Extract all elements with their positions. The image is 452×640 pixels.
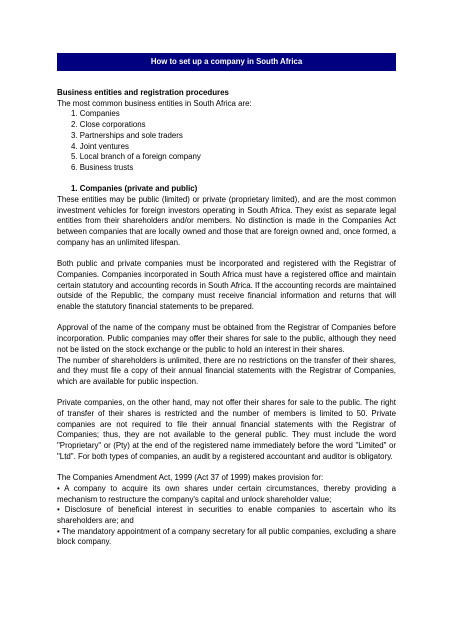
paragraph: Both public and private companies must be incorporated and registered with the Registrar of Companies. Companies incorporated in South Africa must have a registered office and maintain certain statutory and accounting records in South Africa. If the accounting records are maintained outside of the Republic, the company must receive financial information and returns that will enable the statutory financial statements to be prepared. [57,259,396,312]
entity-list [57,109,396,173]
companies-heading: 1. Companies (private and public) [71,184,198,194]
paragraph: The Companies Amendment Act, 1999 (Act 37 of 1999) makes provision for: [57,473,324,483]
paragraph: Private companies, on the other hand, may not offer their shares for sale to the public. The right of transfer of their shares is restricted and the number of members is limited to 50. Private companies are not required to file their annual financial statements with the Registrar of Companies; thus, they are not available to the general public. They must include the word "Proprietary" or (Pty) at the end of the registered name immediately before the word "Limited" or "Ltd". For both types of companies, an audit by a registered accountant and auditor is obligatory. [57,398,396,461]
list-item: 2. Close corporations [71,120,146,130]
list-item: 3. Partnerships and sole traders [71,130,183,140]
document-body [57,88,396,548]
paragraph: The number of shareholders is unlimited, there are no restrictions on the transfer of their shares, and they must file a copy of their annual financial statements with the Registrar of Companies, which are available for public inspection. [57,355,396,386]
list-item: 6. Business trusts [71,162,134,172]
bullet-item: • A company to acquire its own shares under certain circumstances, thereby providing a mechanism to restructure the company's capital and unlock shareholder value; [57,483,396,504]
section-intro: The most common business entities in South Africa are: [57,98,252,108]
list-item: 5. Local branch of a foreign company [71,152,201,162]
list-item: 1. Companies [71,109,120,119]
document-title: How to set up a company in South Africa [150,57,303,66]
bullet-item: • Disclosure of beneficial interest in securities to enable companies to ascertain who its shareholders are; and [57,505,396,526]
document-title-banner [57,53,396,71]
bullet-item: • The mandatory appointment of a company secretary for all public companies, excluding a share block company. [57,526,396,547]
paragraph: These entities may be public (limited) or private (proprietary limited), and are the most common investment vehicles for foreign investors operating in South Africa. They exist as separate legal entities from their shareholders and/or members. No distinction is made in the Companies Act between companies that are locally owned and those that are foreign owned and, once formed, a company has an unlimited lifespan. [57,195,396,247]
list-item: 4. Joint ventures [71,141,129,151]
paragraph: Approval of the name of the company must be obtained from the Registrar of Companies before incorporation. Public companies may offer their shares for sale to the public, although they need not be listed on the stock exchange or the public to hold an interest in their shares. [57,323,396,354]
section-heading: Business entities and registration procedures [57,88,229,97]
